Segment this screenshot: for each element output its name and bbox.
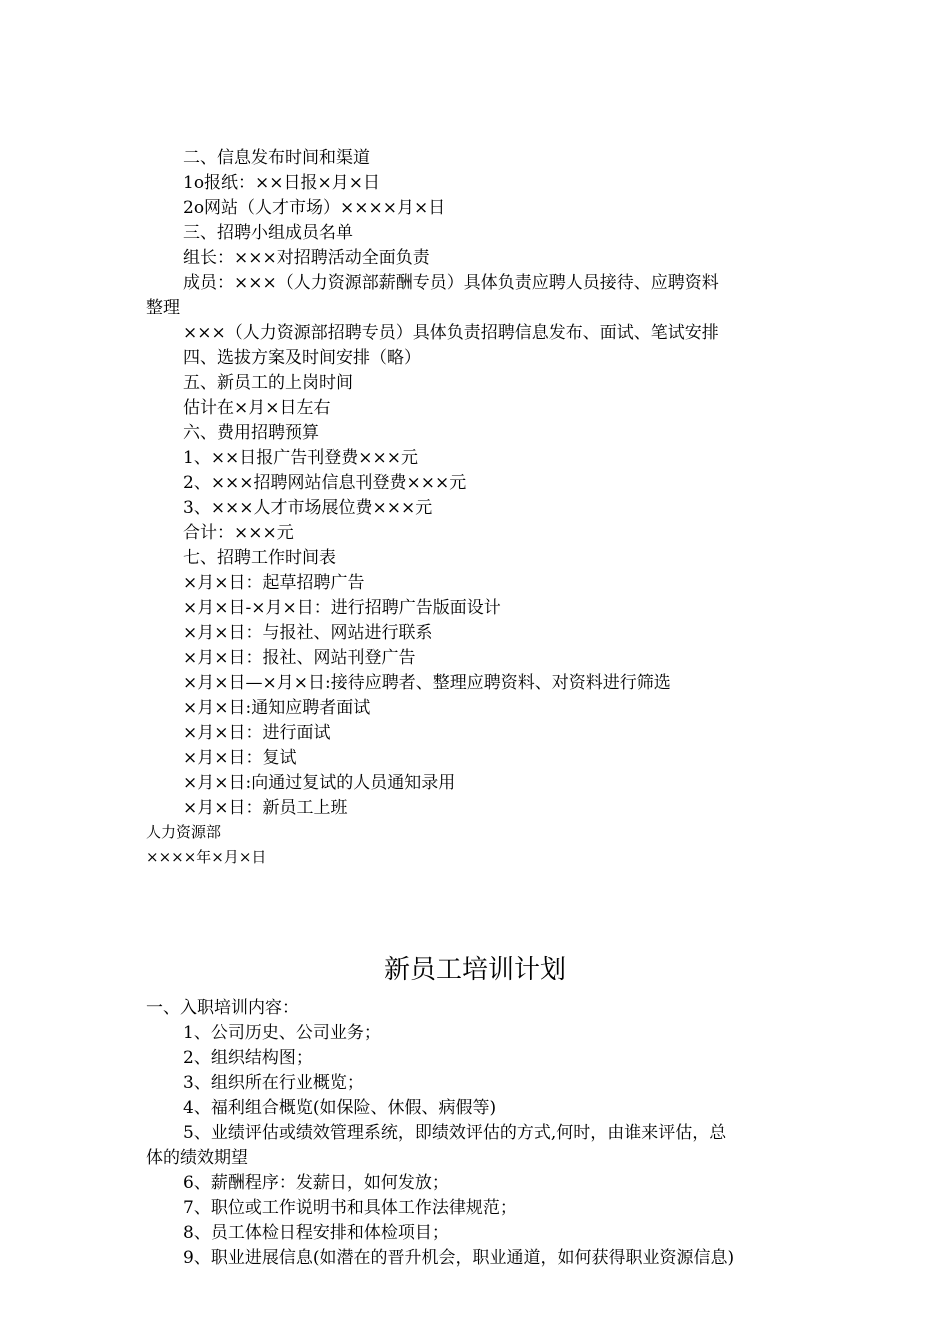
text-line: 1、××日报广告刊登费×××元 (183, 448, 419, 468)
schedule-item: ×月×日:向通过复试的人员通知录用 (183, 773, 456, 793)
schedule-item: ×月×日—×月×日:接待应聘者、整理应聘资料、对资料进行筛选 (183, 673, 671, 693)
heading-start-date: 五、新员工的上岗时间 (183, 373, 353, 393)
text-line: 组长：×××对招聘活动全面负责 (183, 248, 430, 268)
heading-release-channels: 二、信息发布时间和渠道 (183, 148, 370, 168)
list-item: 6、薪酬程序：发薪日，如何发放； (183, 1173, 449, 1193)
list-item-wrap: 体的绩效期望 (146, 1148, 248, 1168)
heading-selection-plan: 四、选拔方案及时间安排（略） (183, 348, 421, 368)
heading-recruit-team: 三、招聘小组成员名单 (183, 223, 353, 243)
list-item: 4、福利组合概览(如保险、休假、病假等) (183, 1098, 497, 1118)
text-line: 估计在×月×日左右 (183, 398, 331, 418)
list-item: 5、业绩评估或绩效管理系统，即绩效评估的方式,何时，由谁来评估，总 (183, 1123, 727, 1143)
text-line: 2、×××招聘网站信息刊登费×××元 (183, 473, 467, 493)
list-item: 9、职业进展信息(如潜在的晋升机会，职业通道，如何获得职业资源信息) (183, 1248, 735, 1268)
text-line: 1о报纸：××日报×月×日 (183, 173, 381, 193)
schedule-item: ×月×日-×月×日：进行招聘广告版面设计 (183, 598, 501, 618)
schedule-item: ×月×日：复试 (183, 748, 297, 768)
heading-budget: 六、费用招聘预算 (183, 423, 319, 443)
document-title: 新员工培训计划 (383, 955, 566, 985)
schedule-item: ×月×日：报社、网站刊登广告 (183, 648, 416, 668)
heading-orientation-content: 一、入职培训内容： (146, 998, 299, 1018)
list-item: 8、员工体检日程安排和体检项目； (183, 1223, 449, 1243)
text-line: 合计：×××元 (183, 523, 294, 543)
schedule-item: ×月×日：新员工上班 (183, 798, 348, 818)
text-line: 成员：×××（人力资源部薪酬专员）具体负责应聘人员接待、应聘资料 (183, 273, 719, 293)
list-item: 7、职位或工作说明书和具体工作法律规范； (183, 1198, 517, 1218)
schedule-item: ×月×日:通知应聘者面试 (183, 698, 371, 718)
signature-date: ××××年×月×日 (146, 848, 267, 866)
text-line: 2о网站（人才市场）××××月×日 (183, 198, 446, 218)
text-line-wrap: 整理 (146, 298, 180, 318)
list-item: 1、公司历史、公司业务； (183, 1023, 381, 1043)
signature-department: 人力资源部 (146, 823, 222, 841)
list-item: 2、组织结构图； (183, 1048, 313, 1068)
schedule-item: ×月×日：与报社、网站进行联系 (183, 623, 433, 643)
heading-schedule: 七、招聘工作时间表 (183, 548, 336, 568)
text-line: ×××（人力资源部招聘专员）具体负责招聘信息发布、面试、笔试安排 (183, 323, 719, 343)
list-item: 3、组织所在行业概览； (183, 1073, 364, 1093)
schedule-item: ×月×日：进行面试 (183, 723, 331, 743)
schedule-item: ×月×日：起草招聘广告 (183, 573, 365, 593)
text-line: 3、×××人才市场展位费×××元 (183, 498, 433, 518)
